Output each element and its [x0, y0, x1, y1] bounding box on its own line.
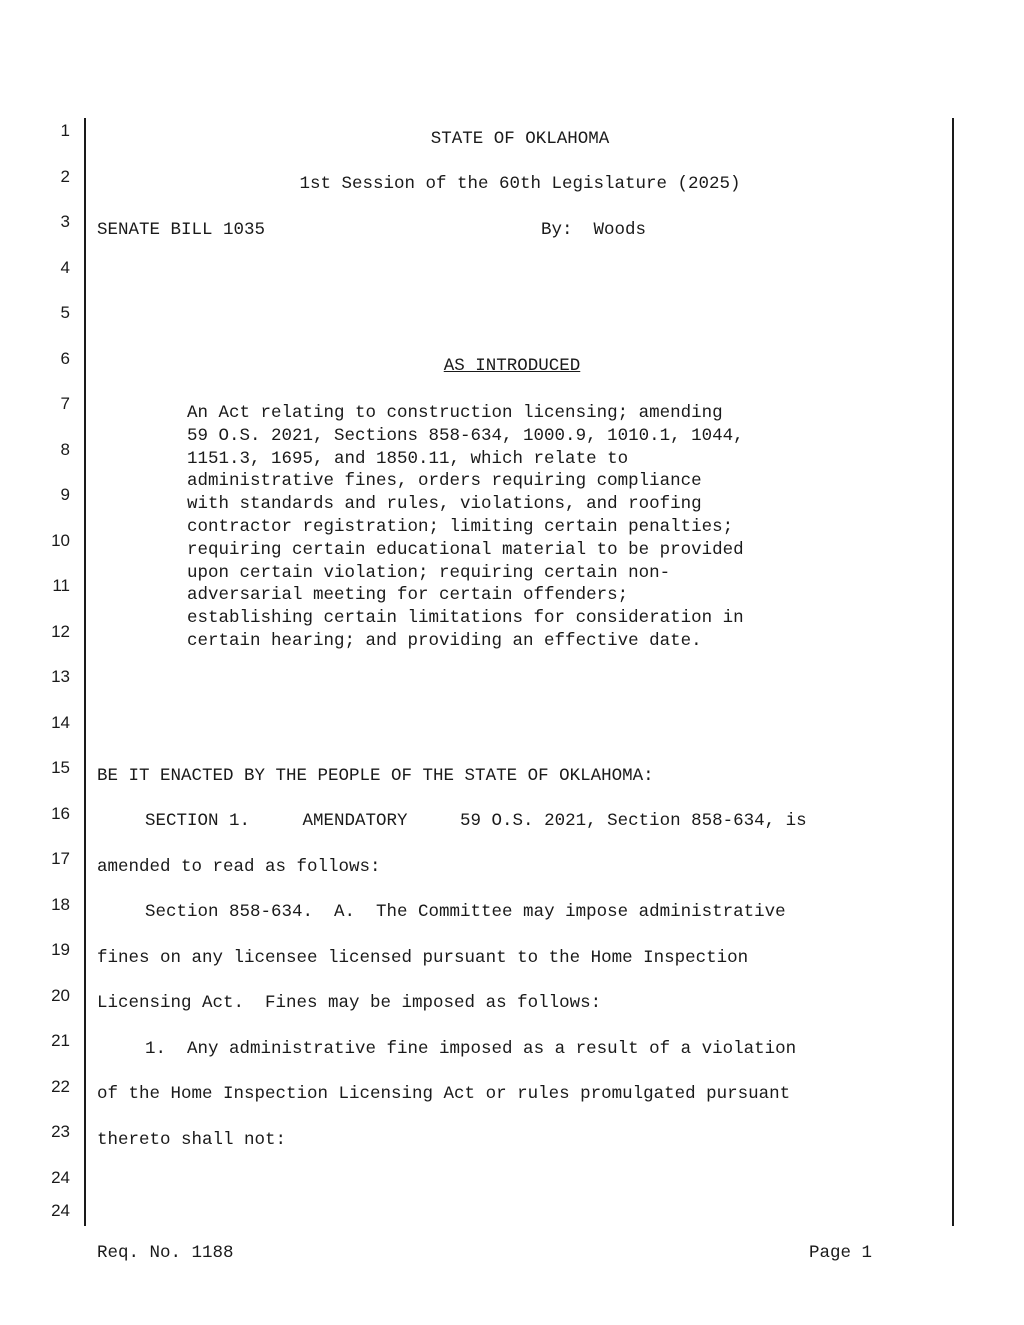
line-number: 17: [51, 849, 70, 868]
right-margin-rule: [952, 118, 954, 1226]
title-line: certain hearing; and providing an effective date.: [187, 630, 702, 651]
line-number: 5: [60, 303, 70, 322]
line-number: 11: [52, 576, 70, 595]
bill-title: [187, 402, 887, 653]
line-number-stub: 24: [51, 1201, 70, 1220]
line-number: 16: [51, 804, 70, 823]
body-line: Licensing Act. Fines may be imposed as follows:: [97, 993, 602, 1013]
page-number: Page 1: [809, 1243, 873, 1263]
line-number: 7: [60, 394, 70, 413]
line-number: 18: [51, 895, 70, 914]
line-number: 3: [60, 212, 70, 231]
title-line: contractor registration; limiting certain penalties;: [187, 516, 734, 537]
line-number: 4: [60, 258, 70, 277]
line-number: 19: [51, 940, 70, 959]
line-number: 2: [60, 167, 70, 186]
line-number: 22: [51, 1077, 70, 1096]
line-number: 14: [51, 713, 70, 732]
body-line: Section 858-634. A. The Committee may impose administrative: [145, 902, 786, 922]
request-number: Req. No. 1188: [97, 1243, 234, 1263]
body-line: 1. Any administrative fine imposed as a result of a violation: [145, 1039, 797, 1059]
line-number: 15: [51, 758, 70, 777]
title-line: with standards and rules, violations, and roofing: [187, 494, 702, 515]
title-line: requiring certain educational material to be provided: [187, 539, 744, 560]
title-line: establishing certain limitations for consideration in: [187, 608, 744, 629]
line-number: 20: [51, 986, 70, 1005]
session-heading: 1st Session of the 60th Legislature (2025): [299, 174, 741, 194]
line-number: 23: [51, 1122, 70, 1141]
left-margin-rule: [84, 118, 86, 1226]
title-line: upon certain violation; requiring certain non-: [187, 562, 671, 583]
body-line: amended to read as follows:: [97, 857, 381, 877]
line-number: 21: [51, 1031, 70, 1050]
title-line: 1151.3, 1695, and 1850.11, which relate to: [187, 448, 629, 469]
line-number: 10: [51, 531, 70, 550]
body-line: fines on any licensee licensed pursuant to the Home Inspection: [97, 948, 749, 968]
line-number: 1: [60, 121, 70, 140]
line-number-gutter: [0, 0, 76, 1325]
section-heading: SECTION 1. AMENDATORY 59 O.S. 2021, Section 858-634, is: [145, 811, 807, 831]
line-number: 13: [51, 667, 70, 686]
state-heading: STATE OF OKLAHOMA: [430, 129, 610, 149]
enacting-clause: BE IT ENACTED BY THE PEOPLE OF THE STATE OF OKLAHOMA:: [97, 766, 654, 786]
title-line: administrative fines, orders requiring compliance: [187, 471, 702, 492]
line-number: 9: [60, 485, 70, 504]
bill-number: SENATE BILL 1035: [97, 220, 266, 240]
body-line: thereto shall not:: [97, 1130, 287, 1150]
line-number: 12: [51, 622, 70, 641]
title-line: adversarial meeting for certain offenders;: [187, 585, 629, 606]
line-number: 6: [60, 349, 70, 368]
status-heading: AS INTRODUCED: [443, 356, 581, 376]
title-line: An Act relating to construction licensing; amending: [187, 403, 723, 423]
body-line: of the Home Inspection Licensing Act or rules promulgated pursuant: [97, 1084, 791, 1104]
bill-author: By: Woods: [541, 220, 647, 240]
line-number: 24: [51, 1168, 70, 1187]
line-number: 8: [60, 440, 70, 459]
title-line: 59 O.S. 2021, Sections 858-634, 1000.9, 1010.1, 1044,: [187, 425, 744, 446]
